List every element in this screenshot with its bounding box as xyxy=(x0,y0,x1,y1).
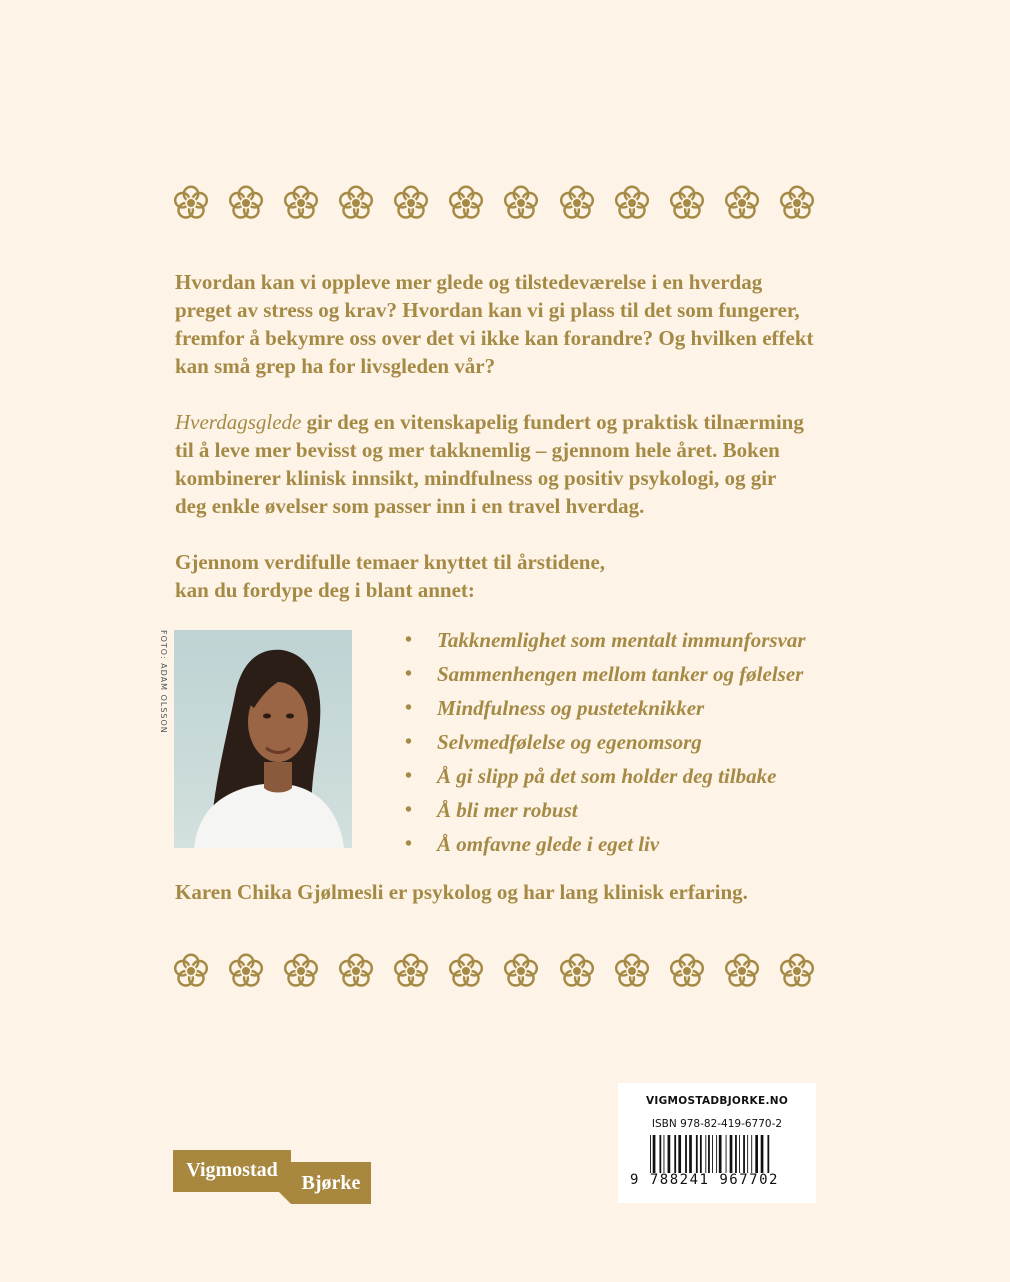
flower-icon xyxy=(227,184,265,222)
publisher-name-primary: Vigmostad xyxy=(173,1150,291,1192)
topic-text: Sammenhengen mellom tanker og følelser xyxy=(437,662,804,686)
flower-icon xyxy=(668,184,706,222)
description-paragraph xyxy=(175,408,825,520)
flower-icon xyxy=(502,952,540,990)
topic-item xyxy=(405,727,806,761)
topic-item xyxy=(405,659,806,693)
flower-icon xyxy=(282,952,320,990)
flower-icon xyxy=(613,952,651,990)
flower-icon xyxy=(337,952,375,990)
flower-icon xyxy=(337,184,375,222)
topic-text: Å omfavne glede i eget liv xyxy=(437,832,660,856)
isbn-number: ISBN 978-82-419-6770-2 xyxy=(651,1118,783,1130)
flower-icon xyxy=(227,952,265,990)
bullet-icon: • xyxy=(405,663,413,685)
topic-text: Takknemlighet som mentalt immunforsvar xyxy=(437,628,806,652)
topic-item xyxy=(405,625,806,659)
flower-icon xyxy=(282,184,320,222)
topic-list xyxy=(405,625,806,863)
flower-ornament-row-top xyxy=(172,184,816,222)
author-photo xyxy=(174,630,352,848)
topic-item xyxy=(405,829,806,863)
flower-icon xyxy=(558,184,596,222)
flower-icon xyxy=(778,184,816,222)
flower-icon xyxy=(558,952,596,990)
flower-icon xyxy=(447,184,485,222)
book-title: Hverdagsglede xyxy=(175,410,302,434)
publisher-logo-notch xyxy=(277,1190,291,1204)
bullet-icon: • xyxy=(405,629,413,651)
flower-icon xyxy=(172,952,210,990)
intro-paragraph: Hvordan kan vi oppleve mer glede og tilstedeværelse i en hverdag preget av stress og krav? Hvordan kan vi gi plass til det som fungerer, fremfor å bekymre oss over det vi ikke kan forandre? Og hvilken effekt kan små grep ha for livsgleden vår? xyxy=(175,270,814,378)
topic-text: Å gi slipp på det som holder deg tilbake xyxy=(437,764,777,788)
flower-icon xyxy=(447,952,485,990)
description-text: gir deg en vitenskapelig fundert og praktisk tilnærming til å leve mer bevisst og mer takknemlig – gjennom hele året. Boken kombinerer klinisk innsikt, mindfulness og positiv psykologi, og gir deg enkle øvelser som passer inn i en travel hverdag. xyxy=(175,410,804,518)
author-bio: Karen Chika Gjølmesli er psykolog og har lang klinisk erfaring. xyxy=(175,880,748,904)
topic-item xyxy=(405,761,806,795)
flower-icon xyxy=(668,952,706,990)
bullet-icon: • xyxy=(405,833,413,855)
flower-icon xyxy=(392,952,430,990)
topic-text: Å bli mer robust xyxy=(437,798,578,822)
barcode-digits: 9 788241 967702 xyxy=(630,1172,779,1188)
topic-item xyxy=(405,693,806,727)
publisher-website: VIGMOSTADBJORKE.NO xyxy=(645,1095,789,1107)
topic-text: Mindfulness og pusteteknikker xyxy=(437,696,705,720)
topic-item xyxy=(405,795,806,829)
author-portrait-image xyxy=(174,630,352,848)
flower-icon xyxy=(723,952,761,990)
topics-intro: Gjennom verdifulle temaer knyttet til årstidene, kan du fordype deg i blant annet: xyxy=(175,550,606,602)
bullet-icon: • xyxy=(405,799,413,821)
flower-icon xyxy=(723,184,761,222)
bullet-icon: • xyxy=(405,697,413,719)
publisher-logo xyxy=(173,1150,373,1204)
bullet-icon: • xyxy=(405,731,413,753)
flower-ornament-row-bottom xyxy=(172,952,816,990)
flower-icon xyxy=(172,184,210,222)
flower-icon xyxy=(778,952,816,990)
flower-icon xyxy=(502,184,540,222)
flower-icon xyxy=(392,184,430,222)
publisher-name-secondary: Bjørke xyxy=(291,1162,371,1204)
photo-credit: FOTO: ADAM OLSSON xyxy=(159,630,168,734)
bullet-icon: • xyxy=(405,765,413,787)
topic-text: Selvmedfølelse og egenomsorg xyxy=(437,730,702,754)
flower-icon xyxy=(613,184,651,222)
barcode-box xyxy=(618,1083,816,1203)
